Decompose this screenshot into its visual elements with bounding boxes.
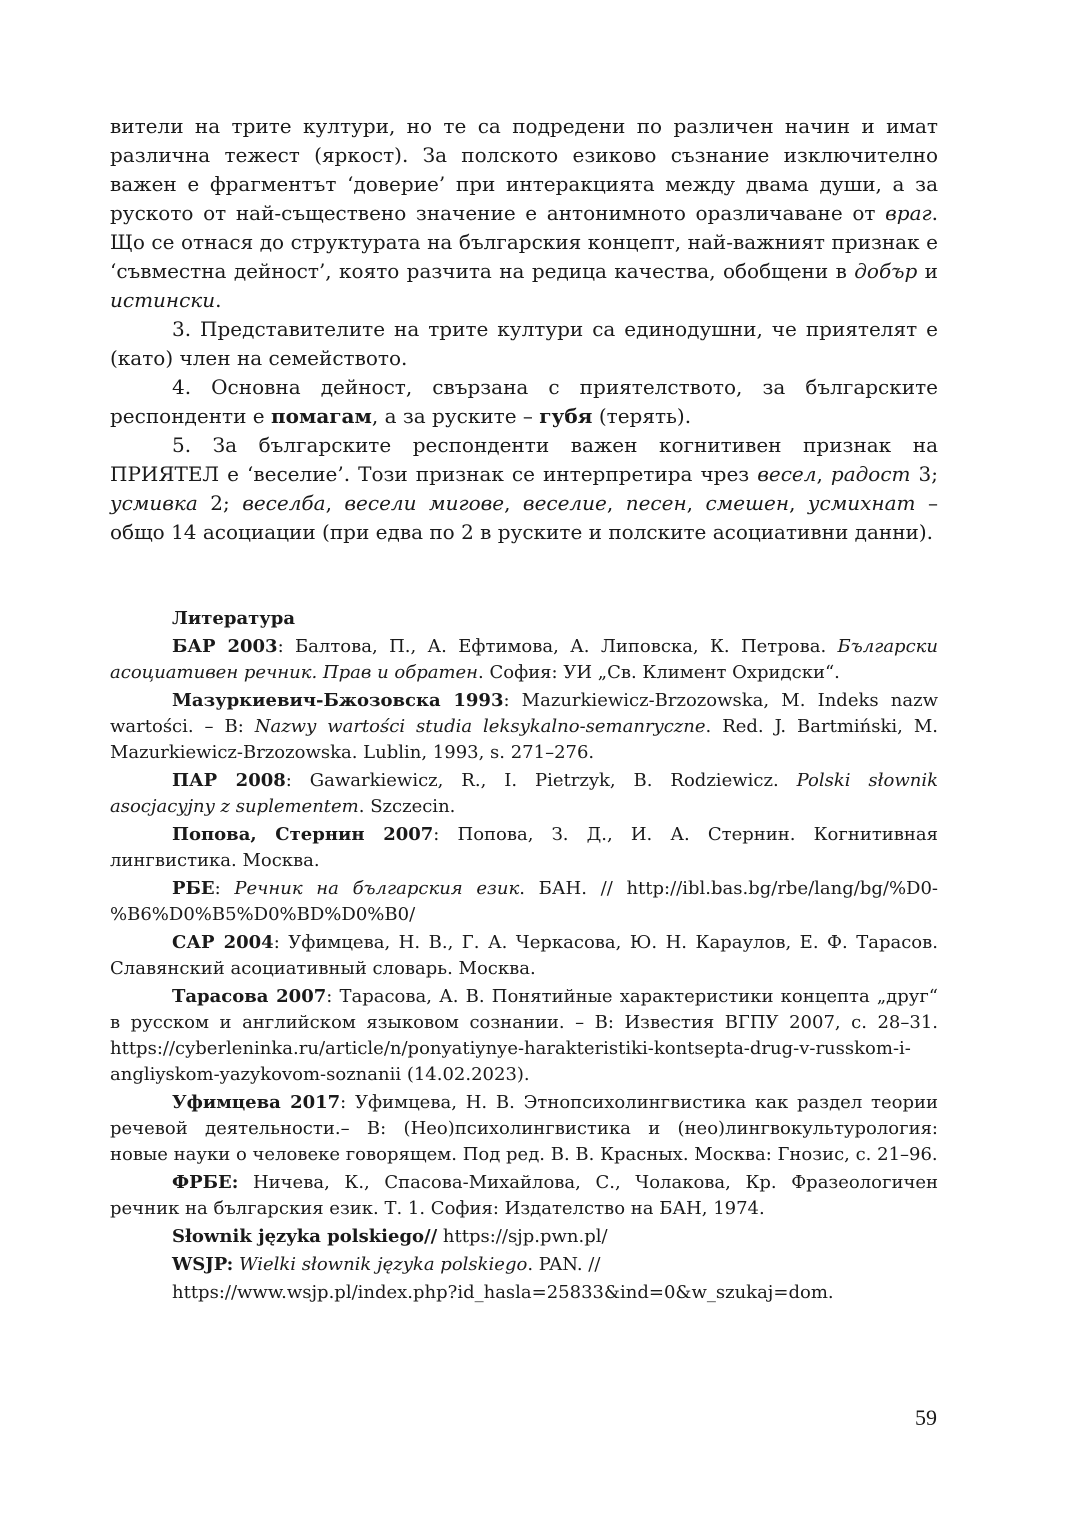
text-run: вители на трите култури, но те са подредени по различен начин и имат различна тежест (яркост). За полското езиково съзнание изключително важен е фрагментът ‘доверие’ при интеракцията между двама души, а за руското от най-съществено значение е антонимното оразличаване от: [110, 114, 938, 225]
bold-text: ФРБЕ:: [172, 1172, 239, 1193]
text-run: .: [215, 288, 222, 312]
bold-text: WSJP:: [172, 1254, 234, 1275]
text-run: : Уфимцева, Н. В., Г. А. Черкасова, Ю. Н. Караулов, Е. Ф. Тарасов. Славянский асоциативный словарь. Москва.: [110, 932, 938, 979]
text-run: . БАН. // http://ibl.bas.bg/rbe/lang/bg/%D0-%B6%D0%B5%D0%BD%D0%B0/: [110, 878, 939, 925]
bold-text: БАР 2003: [172, 636, 278, 657]
reference-entry: [110, 876, 938, 928]
bold-text: губя: [539, 404, 593, 428]
text-run: https://sjp.pwn.pl/: [437, 1226, 608, 1247]
text-run: ,: [504, 491, 523, 515]
text-run: (терять).: [592, 404, 692, 428]
italic-text: усмивка: [110, 491, 198, 515]
text-run: : Тарасова, А. В. Понятийные характеристики концепта „друг“ в русском и английском языковом сознании. – В: Известия ВГПУ 2007, с. 28–31. https://cyberleninka.ru/article/n/ponyatiynye-harakteristiki-kontsepta-drug-v-russkom-i-angliyskom-yazykovom-soznanii (14.02.2023).: [110, 986, 938, 1085]
reference-entry: [110, 634, 938, 686]
text-run: . PAN. //: [527, 1254, 601, 1275]
text-run: ,: [816, 462, 831, 486]
italic-text: радост: [830, 462, 911, 486]
text-run: и: [917, 259, 939, 283]
italic-text: веселие: [522, 491, 607, 515]
italic-text: Български асоциативен речник. Прав и обратен: [110, 636, 938, 683]
reference-entry: [110, 1170, 938, 1222]
italic-text: Nazwy wartości studia leksykalno-semanryczne: [254, 716, 706, 737]
text-run: ,: [606, 491, 626, 515]
italic-text: истински: [110, 288, 216, 312]
references-heading: Литература: [172, 608, 296, 629]
italic-text: весели мигове: [344, 491, 505, 515]
reference-entry: [110, 984, 938, 1088]
bold-text: Тарасова 2007: [172, 986, 327, 1007]
text-run: . София: УИ „Св. Климент Охридски“.: [478, 662, 840, 683]
text-run: ,: [325, 491, 345, 515]
page-number: 59: [915, 1405, 937, 1430]
italic-text: смешен: [705, 491, 790, 515]
bold-text: САР 2004: [172, 932, 274, 953]
text-run: 3;: [910, 462, 938, 486]
bold-text: Мазуркиевич-Бжозовска 1993: [172, 690, 504, 711]
text-run: 5. За българските респонденти важен когнитивен признак на ПРИЯТЕЛ е ‘веселие’. Този признак се интерпретира чрез: [110, 433, 938, 486]
text-run: https://www.wsjp.pl/index.php?id_hasla=25833&ind=0&w_szukaj=dom.: [172, 1282, 834, 1303]
reference-entry: [110, 1224, 938, 1250]
text-run: 2;: [197, 491, 243, 515]
bold-text: Уфимцева 2017: [172, 1092, 341, 1113]
text-run: , а за руските –: [371, 404, 540, 428]
paragraph-continued: [110, 112, 938, 315]
references-section: [110, 606, 938, 1306]
text-run: ,: [686, 491, 706, 515]
text-run: : Mazurkiewicz-Brzozowska, M. Indeks nazw wartości. – В:: [110, 690, 938, 737]
body-text: [110, 112, 938, 547]
text-run: :: [214, 878, 235, 899]
italic-text: Polski słownik asocjacyjny z suplementem: [110, 770, 938, 817]
text-run: 4. Основна дейност, свързана с приятелството, за българските респонденти е: [110, 375, 938, 428]
text-run: : Попова, З. Д., И. А. Стернин. Когнитивная лингвистика. Москва.: [110, 824, 938, 871]
text-run: . Red. J. Bartmiński, M. Mazurkiewicz-Brzozowska. Lublin, 1993, s. 271–276.: [110, 716, 938, 763]
bold-text: Słownik języka polskiego//: [172, 1226, 438, 1247]
bold-text: помагам: [270, 404, 372, 428]
paragraph-point-4: [110, 373, 938, 431]
text-run: – общо 14 асоциации (при едва по 2 в руските и полските асоциативни данни).: [110, 491, 938, 544]
italic-text: Речник на българския език: [234, 878, 520, 899]
reference-entry: [110, 768, 938, 820]
bold-text: ПАР 2008: [172, 770, 286, 791]
text-run: : Gawarkiewicz, R., I. Pietrzyk, B. Rodziewicz.: [285, 770, 797, 791]
bold-text: Попова, Стернин 2007: [172, 824, 434, 845]
text-run: . Що се отнася до структурата на българския концепт, най-важният признак е ‘съвместна дейност’, която разчита на редица качества, обобщени в: [110, 201, 938, 283]
italic-text: добър: [854, 259, 918, 283]
italic-text: песен: [625, 491, 687, 515]
text-run: Ничева, К., Спасова-Михайлова, С., Чолакова, Кр. Фразеологичен речник на българския език. Т. 1. София: Издателство на БАН, 1974.: [110, 1172, 938, 1219]
reference-entry: [110, 930, 938, 982]
text-run: 3. Представителите на трите култури са единодушни, че приятелят е (като) член на семейството.: [110, 317, 938, 370]
italic-text: весел: [757, 462, 817, 486]
page: [110, 112, 938, 1308]
reference-entry: [110, 822, 938, 874]
text-run: : Балтова, П., А. Ефтимова, А. Липовска, К. Петрова.: [277, 636, 838, 657]
italic-text: усмихнат: [807, 491, 916, 515]
italic-text: Wielki słownik języka polskiego: [239, 1254, 528, 1275]
italic-text: веселба: [242, 491, 326, 515]
reference-entry: [110, 1252, 938, 1278]
text-run: ,: [789, 491, 808, 515]
reference-entry: [110, 1090, 938, 1168]
paragraph-point-5: [110, 431, 938, 547]
text-run: . Szczecin.: [358, 796, 456, 817]
bold-text: РБЕ: [172, 878, 215, 899]
reference-url-line: [110, 1280, 938, 1306]
reference-entry: [110, 688, 938, 766]
italic-text: враг: [885, 201, 932, 225]
text-run: : Уфимцева, Н. В. Этнопсихолингвистика как раздел теории речевой деятельности.– В: (Нео)психолингвистика и (нео)лингвокультурология: новые науки о человеке говорящем. Под ред. В. В. Красных. Москва: Гнозис, с. 21–96.: [110, 1092, 938, 1165]
paragraph-point-3: [110, 315, 938, 373]
